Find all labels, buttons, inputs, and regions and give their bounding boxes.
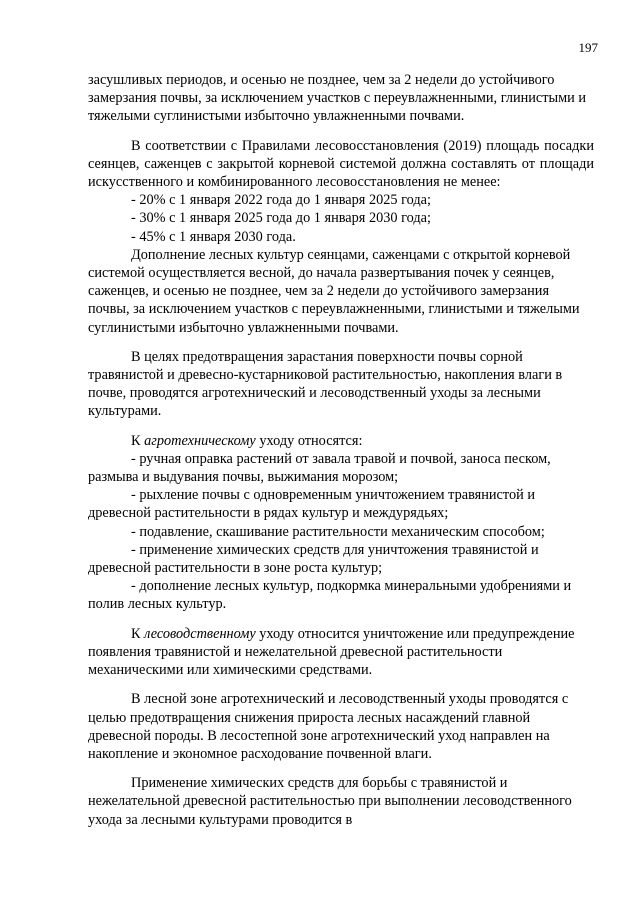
paragraph-agrotechnical-heading	[88, 432, 594, 450]
agro-suffix: уходу относятся:	[255, 432, 363, 449]
paragraph-silvicultural	[88, 625, 594, 680]
list-item-45: - 45% с 1 января 2030 года.	[131, 228, 296, 245]
paragraph-continuation: засушливых периодов, и осенью не позднее, чем за 2 недели до устойчивого замерзания почвы, за исключением участков с переувлажненными, глинистыми и тяжелыми суглинистыми избыточно увлажненными почвами.	[88, 72, 587, 125]
page-number: 197	[578, 40, 598, 55]
page-body	[88, 71, 594, 829]
agro-item-4: - применение химических средств для уничтожения травянистой и древесной растительности в зоне роста культур;	[88, 541, 539, 577]
list-item-30: - 30% с 1 января 2025 года до 1 января 2030 года;	[131, 210, 431, 227]
paragraph-rules: В соответствии с Правилами лесовосстановления (2019) площадь посадки сеянцев, саженцев с закрытой корневой системой должна составлять от площади искусственного и комбинированного лесовосстановления не менее:	[88, 137, 594, 191]
silv-prefix: К	[131, 625, 145, 642]
agro-prefix: К	[131, 432, 145, 449]
paragraph-zones: В лесной зоне агротехнический и лесоводственный уходы проводятся с целью предотвращения снижения прироста лесных насаждений главной древесной породы. В лесостепной зоне агротехнический уход направлен на накопление и экономное расходование почвенной влаги.	[88, 691, 569, 762]
agro-term: агротехническому	[144, 432, 256, 449]
paragraph-chemicals: Применение химических средств для борьбы с травянистой и нежелательной древесной растительностью при выполнении лесоводственного ухода за лесными культурами проводится в	[88, 775, 572, 828]
agro-item-5: - дополнение лесных культур, подкормка минеральными удобрениями и полив лесных культур.	[88, 578, 572, 613]
paragraph-purpose: В целях предотвращения зарастания поверхности почвы сорной травянистой и древесно-кустарниковой растительностью, накопления влаги в почве, проводятся агротехнический и лесоводственный уходы за лесными культурами.	[88, 348, 563, 420]
silv-term: лесоводственному	[144, 625, 256, 642]
agro-item-3: - подавление, скашивание растительности механическим способом;	[131, 523, 545, 540]
list-item-20: - 20% с 1 января 2022 года до 1 января 2025 года;	[131, 192, 431, 209]
agro-item-2: - рыхление почвы с одновременным уничтожением травянистой и древесной растительности в рядах культур и междурядьях;	[88, 487, 535, 522]
silv-suffix: уходу относится уничтожение или предупреждение появления травянистой и нежелательной древесной растительности механическими или химическими средствами.	[88, 625, 575, 679]
paragraph-supplement: Дополнение лесных культур сеянцами, саженцами с открытой корневой системой осуществляется весной, до начала развертывания почек у сеянцев, саженцев, и осенью не позднее, чем за 2 недели до устойчивого замерзания почвы, за исключением участков с переувлажненными, глинистыми и тяжелыми суглинистыми избыточно увлажненными почвами.	[88, 246, 580, 336]
agro-item-1: - ручная оправка растений от завала травой и почвой, заноса песком, размыва и выдувания почвы, выжимания морозом;	[88, 450, 551, 486]
